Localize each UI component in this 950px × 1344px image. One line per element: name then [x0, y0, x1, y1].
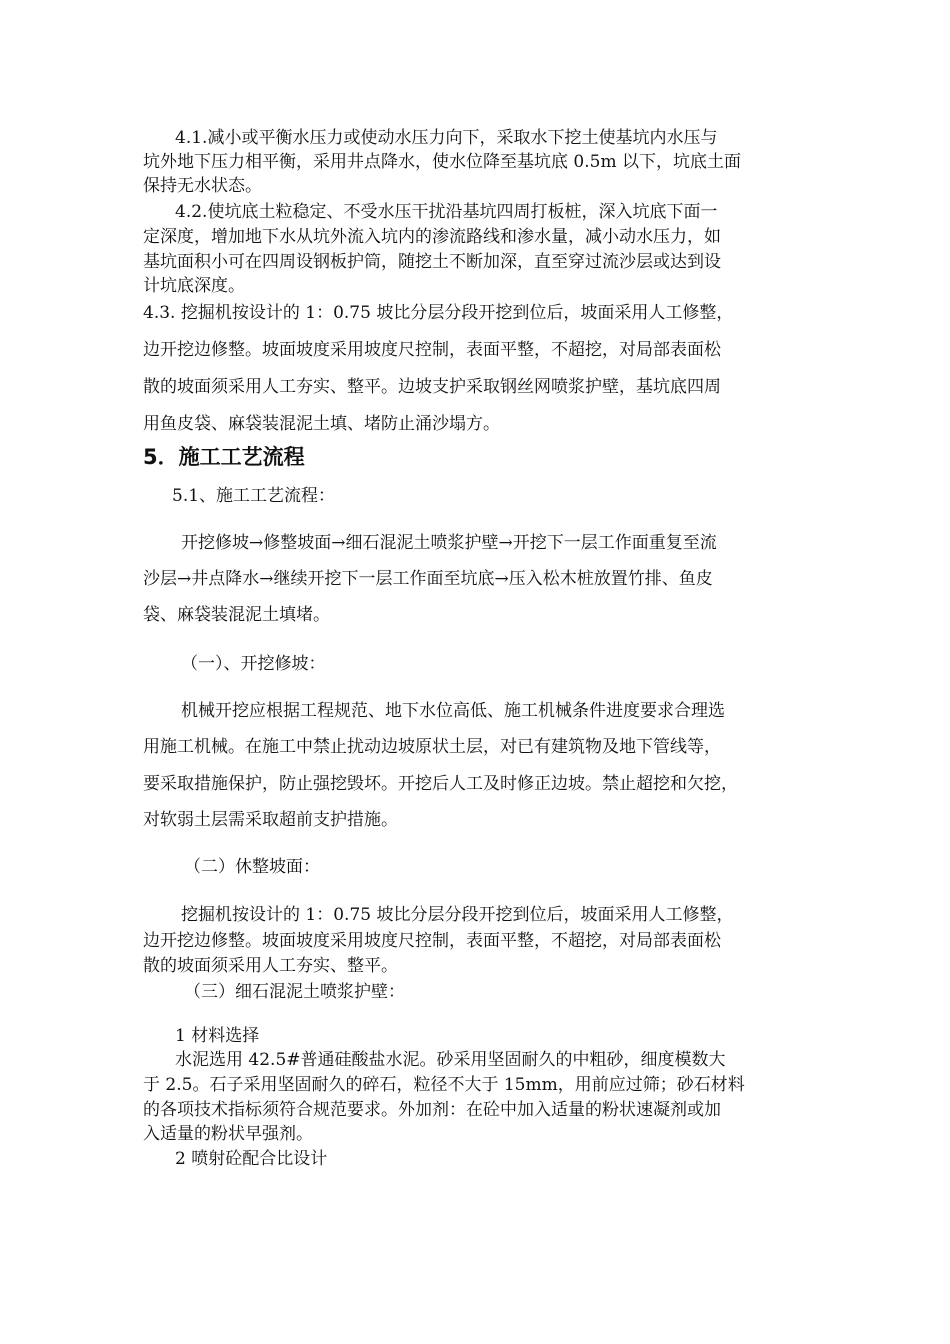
mix-design-title: 2 喷射砼配合比设计: [175, 1149, 328, 1169]
sub2-line-1: 挖掘机按设计的 1：0.75 坡比分层分段开挖到位后，坡面采用人工修整，: [181, 905, 734, 925]
sub1-title: （一）、开挖修坡：: [181, 654, 326, 674]
sub2-line-2: 边开挖边修整。坡面坡度采用坡度尺控制，表面平整，不超挖，对局部表面松: [143, 931, 721, 951]
paragraph-4-3-line-1: 4.3. 挖掘机按设计的 1：0.75 坡比分层分段开挖到位后，坡面采用人工修整，: [143, 303, 734, 323]
materials-line-4: 入适量的粉状早强剂。: [143, 1124, 313, 1144]
paragraph-4-3-line-3: 散的坡面须采用人工夯实、整平。边坡支护采取钢丝网喷浆护壁，基坑底四周: [143, 377, 721, 397]
paragraph-4-3-line-4: 用鱼皮袋、麻袋装混泥土填、堵防止涌沙塌方。: [143, 414, 500, 434]
sub2-title: （二）休整坡面：: [184, 857, 320, 877]
paragraph-4-2-line-3: 基坑面积小可在四周设钢板护筒，随挖土不断加深，直至穿过流沙层或达到设: [143, 252, 721, 272]
sub3-title: （三）细石混泥土喷浆护壁：: [184, 982, 405, 1002]
section-5-heading: 5．施工工艺流程: [143, 445, 305, 469]
sub1-line-4: 对软弱土层需采取超前支护措施。: [143, 810, 398, 830]
paragraph-4-3-line-2: 边开挖边修整。坡面坡度采用坡度尺控制，表面平整，不超挖，对局部表面松: [143, 340, 721, 360]
paragraph-4-1-line-1: 4.1.减小或平衡水压力或使动水压力向下，采取水下挖土使基坑内水压与: [175, 128, 718, 148]
materials-title: 1 材料选择: [175, 1026, 260, 1046]
flow-line-3: 袋、麻袋装混泥土填堵。: [143, 605, 330, 625]
sub1-line-3: 要采取措施保护，防止强挖毁坏。开挖后人工及时修正边坡。禁止超挖和欠挖，: [143, 774, 738, 794]
paragraph-4-2-line-2: 定深度，增加地下水从坑外流入坑内的渗流路线和渗水量，减小动水压力，如: [143, 227, 721, 247]
sub2-line-3: 散的坡面须采用人工夯实、整平。: [143, 956, 398, 976]
materials-line-2: 于 2.5。石子采用坚固耐久的碎石，粒径不大于 15mm，用前应过筛；砂石材料: [143, 1075, 745, 1095]
paragraph-4-1-line-2: 坑外地下压力相平衡，采用井点降水，使水位降至基坑底 0.5m 以下，坑底土面: [143, 152, 741, 172]
materials-line-3: 的各项技术指标须符合规范要求。外加剂：在砼中加入适量的粉状速凝剂或加: [143, 1100, 721, 1120]
subsection-5-1-title: 5.1、施工工艺流程：: [172, 486, 336, 506]
sub1-line-1: 机械开挖应根据工程规范、地下水位高低、施工机械条件进度要求合理选: [181, 701, 725, 721]
sub1-line-2: 用施工机械。在施工中禁止扰动边坡原状土层，对已有建筑物及地下管线等，: [143, 737, 721, 757]
materials-line-1: 水泥选用 42.5#普通硅酸盐水泥。砂采用坚固耐久的中粗砂，细度模数大: [175, 1050, 726, 1070]
paragraph-4-1-line-3: 保持无水状态。: [143, 176, 262, 196]
paragraph-4-2-line-4: 计坑底深度。: [143, 276, 245, 296]
flow-line-2: 沙层→井点降水→继续开挖下一层工作面至坑底→压入松木桩放置竹排、鱼皮: [143, 569, 713, 589]
flow-line-1: 开挖修坡→修整坡面→细石混泥土喷浆护壁→开挖下一层工作面重复至流: [181, 533, 717, 553]
paragraph-4-2-line-1: 4.2.使坑底土粒稳定、不受水压干扰沿基坑四周打板桩，深入坑底下面一: [175, 202, 718, 222]
